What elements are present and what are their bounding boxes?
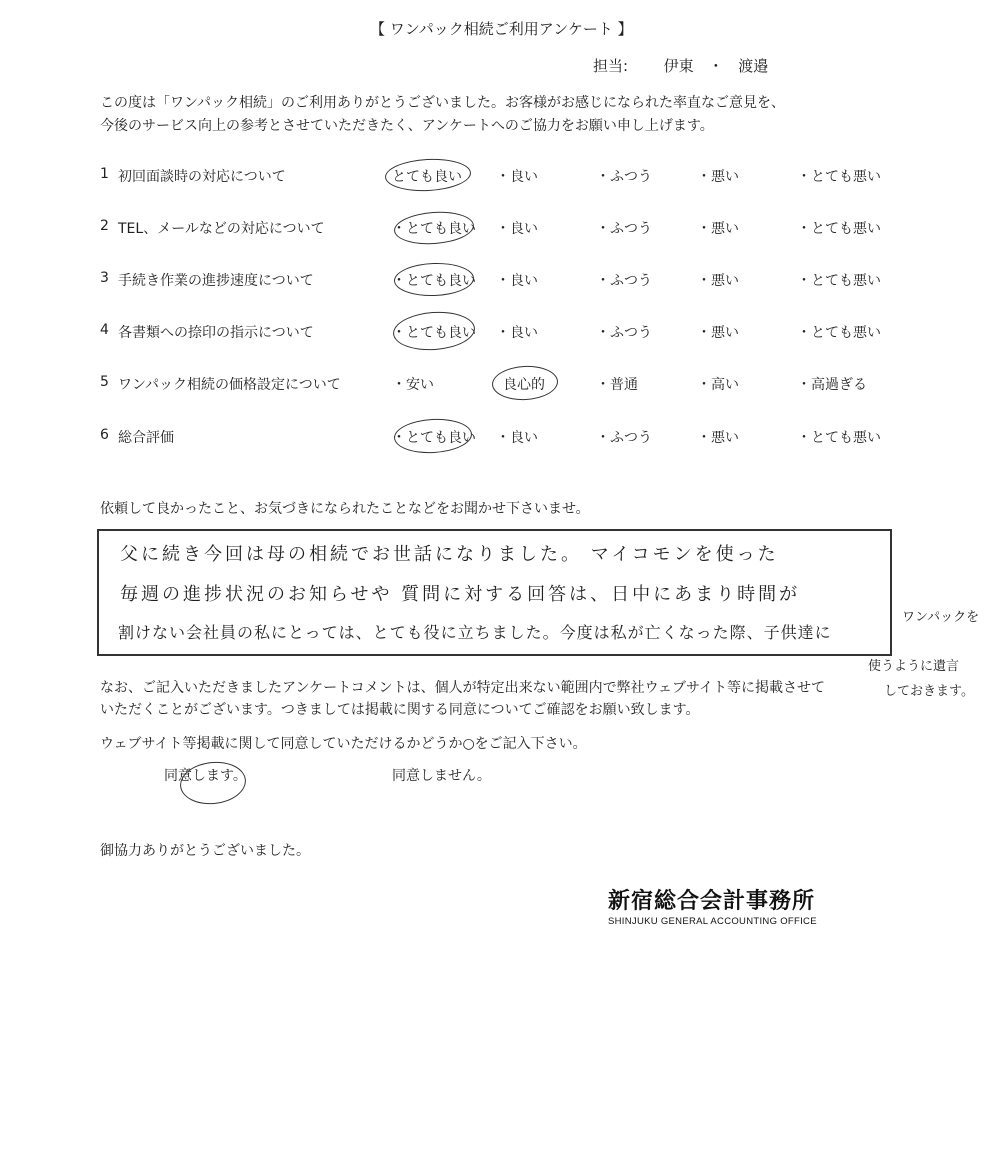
option-too-expensive[interactable]: ・高過ぎる xyxy=(797,377,867,393)
option-average[interactable]: ・ふつう xyxy=(596,430,652,446)
option-cheap[interactable]: ・安い xyxy=(392,377,434,393)
survey-title: 【 ワンパック相続ご利用アンケート 】 xyxy=(370,20,633,38)
option-very-bad[interactable]: ・とても悪い xyxy=(797,430,881,446)
consent-disagree-option[interactable]: 同意しません。 xyxy=(392,768,491,784)
handwritten-comment-line-2: 毎週の進捗状況のお知らせや 質問に対する回答は、日中にあまり時間が xyxy=(120,584,801,605)
intro-line-1: この度は「ワンパック相続」のご利用ありがとうございました。お客様がお感じになられた率直なご意見を、 xyxy=(100,95,786,111)
option-normal[interactable]: ・普通 xyxy=(596,377,638,393)
question-number: 3 xyxy=(100,270,109,286)
option-bad[interactable]: ・悪い xyxy=(697,169,739,185)
intro-line-2: 今後のサービス向上の参考とさせていただきたく、アンケートへのご協力をお願い申し上げます。 xyxy=(100,118,714,134)
option-good[interactable]: ・良い xyxy=(496,325,538,341)
option-average[interactable]: ・ふつう xyxy=(596,273,652,289)
option-average[interactable]: ・ふつう xyxy=(596,169,652,185)
option-very-good[interactable]: ・とても良い xyxy=(392,430,476,446)
option-very-good[interactable]: ・とても良い xyxy=(392,221,476,237)
option-very-bad[interactable]: ・とても悪い xyxy=(797,221,881,237)
staff-name-1: 伊東 xyxy=(663,57,694,75)
option-good[interactable]: ・良い xyxy=(496,430,538,446)
option-good[interactable]: ・良い xyxy=(496,273,538,289)
question-number: 6 xyxy=(100,427,109,443)
option-bad[interactable]: ・悪い xyxy=(697,221,739,237)
option-very-good[interactable]: とても良い xyxy=(392,169,462,185)
option-very-bad[interactable]: ・とても悪い xyxy=(797,169,881,185)
staff-label: 担当: xyxy=(593,57,629,75)
company-logo xyxy=(608,884,817,927)
handwritten-margin-note-3: しておきます。 xyxy=(884,684,974,699)
option-reasonable[interactable]: 良心的 xyxy=(503,377,545,393)
staff-line xyxy=(593,57,768,75)
option-bad[interactable]: ・悪い xyxy=(697,273,739,289)
question-number: 2 xyxy=(100,218,109,234)
handwritten-comment-line-3: 割けない会社員の私にとっては、とても役に立ちました。今度は私が亡くなった際、子供達に xyxy=(118,623,832,642)
option-very-good[interactable]: ・とても良い xyxy=(392,273,476,289)
question-label: TEL、メールなどの対応について xyxy=(118,221,325,237)
question-number: 4 xyxy=(100,322,109,338)
question-label: 総合評価 xyxy=(118,430,174,446)
consent-question: ウェブサイト等掲載に関して同意していただけるかどうか○をご記入下さい。 xyxy=(100,736,587,752)
option-good[interactable]: ・良い xyxy=(496,169,538,185)
option-average[interactable]: ・ふつう xyxy=(596,221,652,237)
publication-note-line-1: なお、ご記入いただきましたアンケートコメントは、個人が特定出来ない範囲内で弊社ウェブサイト等に掲載させて xyxy=(100,680,826,696)
publication-note-line-2: いただくことがございます。つきましては掲載に関する同意についてご確認をお願い致します。 xyxy=(100,702,700,718)
question-number: 5 xyxy=(100,374,109,390)
handwritten-margin-note-2: 使うように遺言 xyxy=(868,659,960,674)
handwritten-comment-line-1: 父に続き今回は母の相続でお世話になりました。 マイコモンを使った xyxy=(120,544,779,565)
thanks-message: 御協力ありがとうございました。 xyxy=(100,843,310,859)
option-very-bad[interactable]: ・とても悪い xyxy=(797,273,881,289)
option-bad[interactable]: ・悪い xyxy=(697,325,739,341)
option-expensive[interactable]: ・高い xyxy=(697,377,739,393)
question-label: 初回面談時の対応について xyxy=(118,169,286,185)
staff-name-2: 渡邉 xyxy=(738,57,769,75)
option-very-bad[interactable]: ・とても悪い xyxy=(797,325,881,341)
consent-agree-option[interactable]: 同意します。 xyxy=(164,768,247,784)
handwritten-margin-note-1: ワンパックを xyxy=(902,610,980,625)
option-bad[interactable]: ・悪い xyxy=(697,430,739,446)
company-name-jp: 新宿総合会計事務所 xyxy=(608,888,816,914)
staff-separator: ・ xyxy=(708,57,724,75)
question-label: ワンパック相続の価格設定について xyxy=(118,377,341,393)
option-average[interactable]: ・ふつう xyxy=(596,325,652,341)
option-good[interactable]: ・良い xyxy=(496,221,538,237)
option-very-good[interactable]: ・とても良い xyxy=(392,325,476,341)
question-label: 手続き作業の進捗速度について xyxy=(118,273,314,289)
company-name-en: SHINJUKU GENERAL ACCOUNTING OFFICE xyxy=(608,916,817,927)
question-number: 1 xyxy=(100,166,109,182)
feedback-prompt: 依頼して良かったこと、お気づきになられたことなどをお聞かせ下さいませ。 xyxy=(100,501,590,517)
question-label: 各書類への捺印の指示について xyxy=(118,325,314,341)
